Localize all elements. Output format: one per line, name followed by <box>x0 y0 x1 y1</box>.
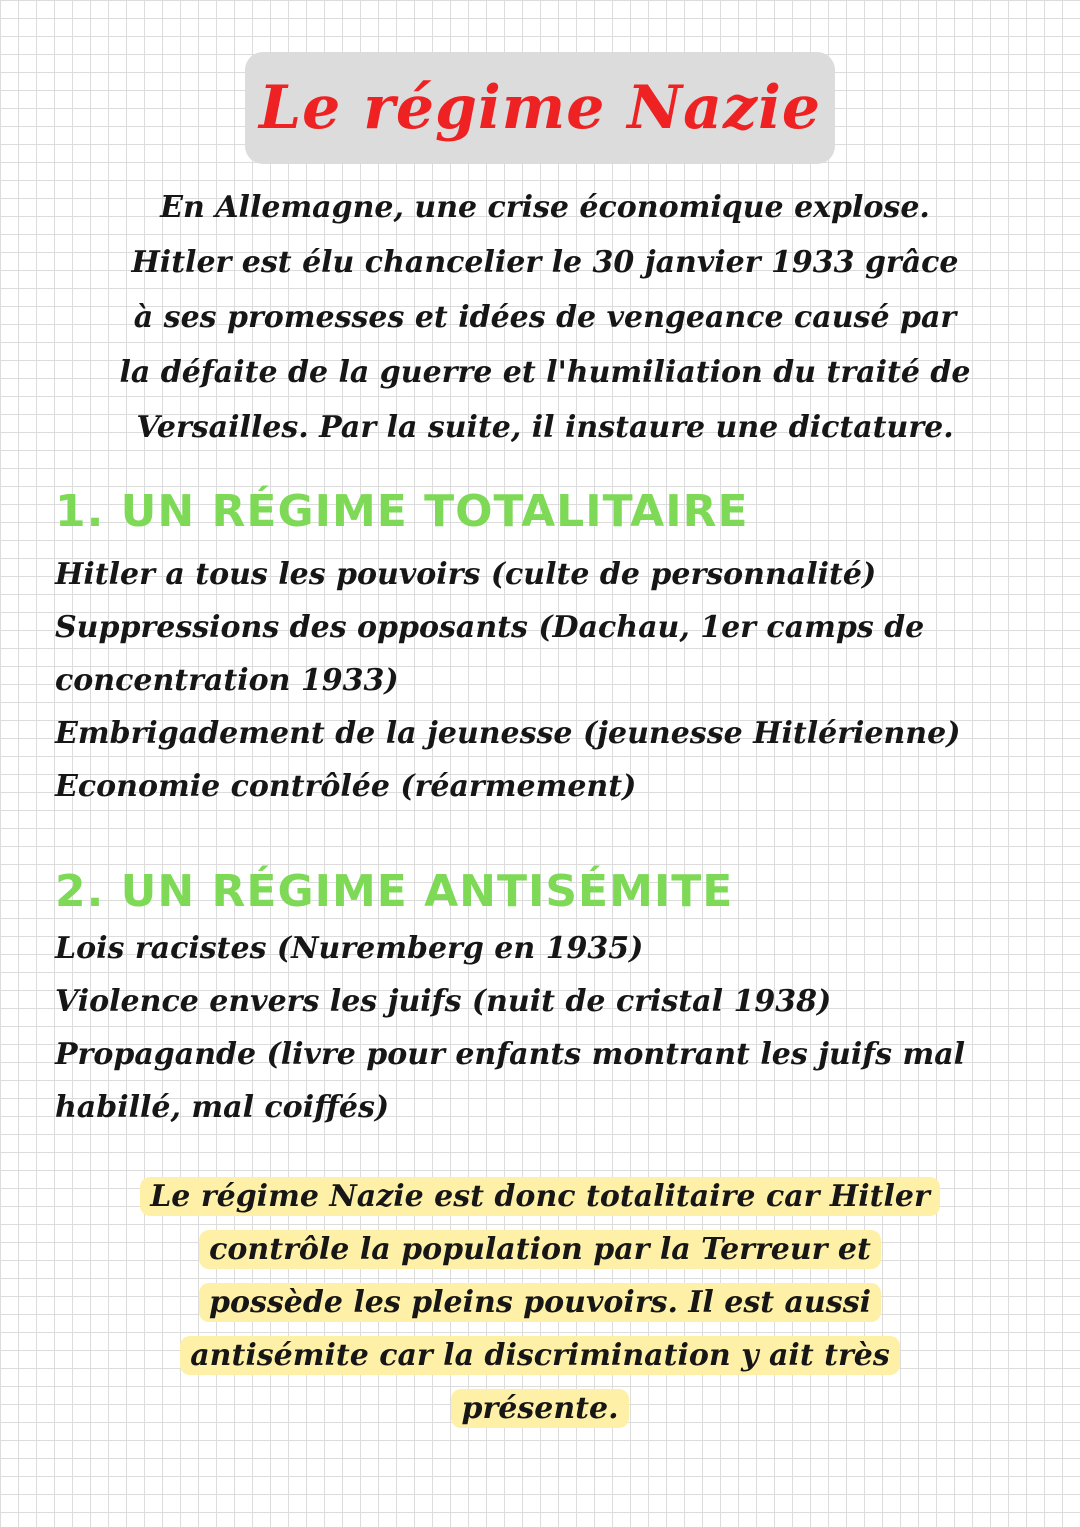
list-item: Embrigadement de la jeunesse (jeunesse Hitlérienne) <box>55 716 961 751</box>
list-item: Propagande (livre pour enfants montrant les juifs mal <box>55 1037 966 1072</box>
intro-line: Versailles. Par la suite, il instaure une dictature. <box>136 410 954 445</box>
conclusion-line: Le régime Nazie est donc totalitaire car Hitler <box>140 1177 940 1216</box>
conclusion-line: présente. <box>451 1389 628 1428</box>
page-title: Le régime Nazie <box>258 73 822 143</box>
section-heading-totalitaire: 1. UN RÉGIME TOTALITAIRE <box>55 486 749 537</box>
list-item: Violence envers les juifs (nuit de cristal 1938) <box>55 984 832 1019</box>
conclusion-highlight <box>100 1170 980 1435</box>
conclusion-line: contrôle la population par la Terreur et <box>199 1230 881 1269</box>
list-item: habillé, mal coiffés) <box>55 1090 390 1125</box>
intro-line: la défaite de la guerre et l'humiliation du traité de <box>119 355 971 390</box>
list-item: Suppressions des opposants (Dachau, 1er camps de <box>55 610 925 645</box>
list-item: Lois racistes (Nuremberg en 1935) <box>55 931 644 966</box>
section-heading-antisemite: 2. UN RÉGIME ANTISÉMITE <box>55 866 734 917</box>
intro-line: Hitler est élu chancelier le 30 janvier 1933 grâce <box>131 245 959 280</box>
section-body-totalitaire <box>55 548 1035 813</box>
list-item: Economie contrôlée (réarmement) <box>55 769 637 804</box>
conclusion-line: possède les pleins pouvoirs. Il est aussi <box>199 1283 881 1322</box>
intro-line: à ses promesses et idées de vengeance causé par <box>133 300 957 335</box>
title-banner <box>245 52 835 164</box>
intro-paragraph <box>80 180 1010 455</box>
list-item: concentration 1933) <box>55 663 399 698</box>
conclusion-line: antisémite car la discrimination y ait très <box>180 1336 900 1375</box>
section-body-antisemite <box>55 922 1035 1134</box>
list-item: Hitler a tous les pouvoirs (culte de personnalité) <box>55 557 877 592</box>
intro-line: En Allemagne, une crise économique explose. <box>160 190 930 225</box>
